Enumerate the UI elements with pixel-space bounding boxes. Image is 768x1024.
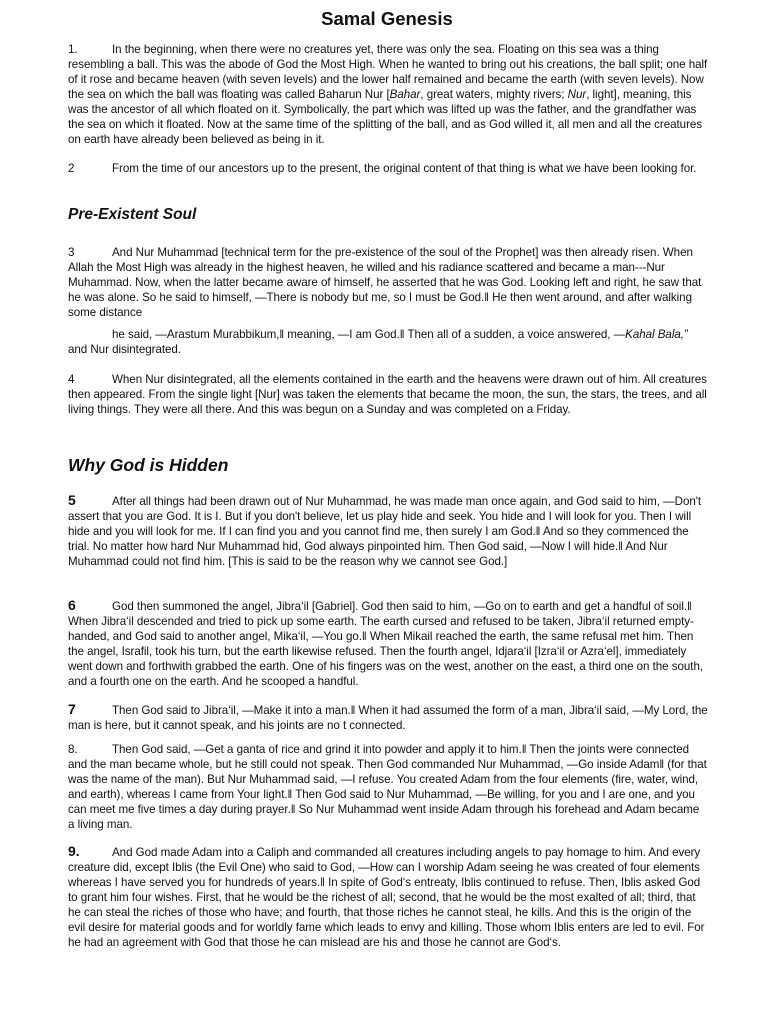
- paragraph-text: , great waters, mighty rivers;: [420, 88, 568, 101]
- paragraph-9: [68, 844, 708, 950]
- paragraph-number: 5: [68, 492, 76, 508]
- paragraph-text: When Nur disintegrated, all the elements contained in the earth and the heavens were drawn out of him. All creatures then appeared. From the single light [Nur] was taken the elements that became the moon, the sun, the stars, the trees, and all living things. They were all there. And this was begun on a Sunday and was completed on a Friday.: [68, 373, 707, 416]
- paragraph-number: 1.: [68, 43, 78, 56]
- paragraph-5: [68, 493, 708, 569]
- paragraph-text: he said, ―Arastum Murabbikum,‖ meaning, ―I am God.‖ Then all of a sudden, a voice answered, ―: [112, 328, 626, 341]
- paragraph-emphasis: Bahar: [389, 88, 421, 101]
- paragraph-text: God then summoned the angel, Jibra‘il [Gabriel]. God then said to him, ―Go on to earth and get a handful of soil.‖ When Jibra‘il descended and tried to pick up some earth. The earth cursed and refused to be taken, Jibra‘il returned empty-handed, and God said to another angel, Mika‘il, ―You go.‖ When Mikail reached the earth, the same refusal met him. Then the angel, Israfil, took his turn, but the earth likewise refused. Then the fourth angel, Idjara‘il [Izra‘il or Azra‘el], immediately went down and forthwith grabbed the earth. One of his fingers was on the west, another on the east, a third one on the south, and a fourth one on the earth. And he scooped a handful.: [68, 600, 704, 688]
- paragraph-3: [68, 245, 708, 320]
- paragraph-text: In the beginning, when there were no creatures yet, there was only the sea. Floating on this sea was a thing resembling a ball. This was the abode of God the Most High. When he wanted to bring out his creations, the ball split; one half of it rose and became heaven (with seven levels) and the lower half remained and became the earth (with seven levels). Now the sea on which the ball was floating was called Baharun Nur [: [68, 43, 708, 101]
- paragraph-text: From the time of our ancestors up to the present, the original content of that thing is what we have been looking for.: [112, 162, 697, 175]
- paragraph-text: And God made Adam into a Caliph and commanded all creatures including angels to pay homage to him. And every creature did, except Iblis (the Evil One) who said to God, ―How can I worship Adam seeing he was created of four elements whereas I have served you for hundreds of years.‖ In spite of God‘s entreaty, Iblis continued to refuse. Then, Iblis asked God to grant him four wishes. First, that he would be the richest of all; second, that he would be the most exalted of all; third, that he can steal the riches of those who have; and fourth, that those riches he cannot steal, he kills. And this is the origin of the evil desire for material goods and for worldly fame which leads to envy and killing. Those whom Iblis enters are led to evil. For he had an agreement with God that those he can mislead are his and those he cannot are God‘s.: [68, 846, 705, 949]
- paragraph-1: [68, 42, 708, 147]
- paragraph-text: , light], meaning, this was the ancestor of all which floated on it. Symbolically, the part which was lifted up was the father, and the grandfather was the sea on which it floated. Now at the same time of the splitting of the ball, and as God willed it, all men and all the creatures on earth have already been believed as being in it.: [68, 88, 703, 146]
- paragraph-number: 2: [68, 162, 75, 175]
- paragraph-text: Then God said to Jibra‘il, ―Make it into a man.‖ When it had assumed the form of a man, Jibra‘il said, ―My Lord, the man is here, but it cannot speak, and his joints are no t connected.: [68, 704, 708, 732]
- paragraph-text: and Nur disintegrated.: [68, 343, 181, 356]
- document-title: Samal Genesis: [321, 8, 453, 29]
- paragraph-number: 9.: [68, 843, 80, 859]
- paragraph-3-continuation: [68, 327, 708, 357]
- paragraph-6: [68, 598, 708, 689]
- section-heading-pre-existent-soul: Pre-Existent Soul: [68, 206, 197, 223]
- paragraph-4: [68, 372, 708, 417]
- paragraph-number: 8.: [68, 743, 78, 756]
- paragraph-number: 4: [68, 373, 75, 386]
- paragraph-text: And Nur Muhammad [technical term for the pre-existence of the soul of the Prophet] was then already risen. When Allah the Most High was already in the highest heaven, he willed and his radiance scattered and became a man---Nur Muhammad. Now, when the latter became aware of himself, he asserted that he was God. Looking left and right, he saw that he was alone. So he said to himself, ―There is nobody but me, so I must be God.‖ He then went around, and after walking some distance: [68, 246, 702, 319]
- paragraph-text: Then God said, ―Get a ganta of rice and grind it into powder and apply it to him.‖ Then the joints were connected and the man became whole, but he still could not speak. Then God commanded Nur Muhammad, ―Go inside Adam‖ (for that was the name of the man). But Nur Muhammad said, ―I refuse. You created Adam from the four elements (fire, water, wind, and earth), whereas I came from Your light.‖ Then God said to Nur Muhammad, ―Be willing, for you and I are one, and you can meet me five times a day during prayer.‖ So Nur Muhammad went inside Adam through his forehead and Adam became a living man.: [68, 743, 707, 831]
- paragraph-8: [68, 742, 708, 832]
- paragraph-number: 6: [68, 597, 76, 613]
- paragraph-number: 7: [68, 701, 76, 717]
- paragraph-text: After all things had been drawn out of Nur Muhammad, he was made man once again, and God said to him, ―Don't assert that you are God. It is I. But if you don't believe, let us play hide and seek. You hide and I will look for you. Then I will hide and you will look for me. If I can find you and you cannot find me, then surely I am God.‖ And so they commenced the trial. No matter how hard Nur Muhammad hid, God always pinpointed him. Then God said, ―Now I will hide.‖ And Nur Muhammad could not find him. [This is said to be the reason why we cannot see God.]: [68, 495, 702, 568]
- paragraph-emphasis: Kahal Bala,”: [625, 328, 688, 341]
- paragraph-2: [68, 161, 708, 176]
- paragraph-7: [68, 702, 708, 733]
- paragraph-number: 3: [68, 246, 75, 259]
- paragraph-emphasis: Nur: [567, 88, 587, 101]
- section-heading-why-god-is-hidden: Why God is Hidden: [68, 455, 229, 475]
